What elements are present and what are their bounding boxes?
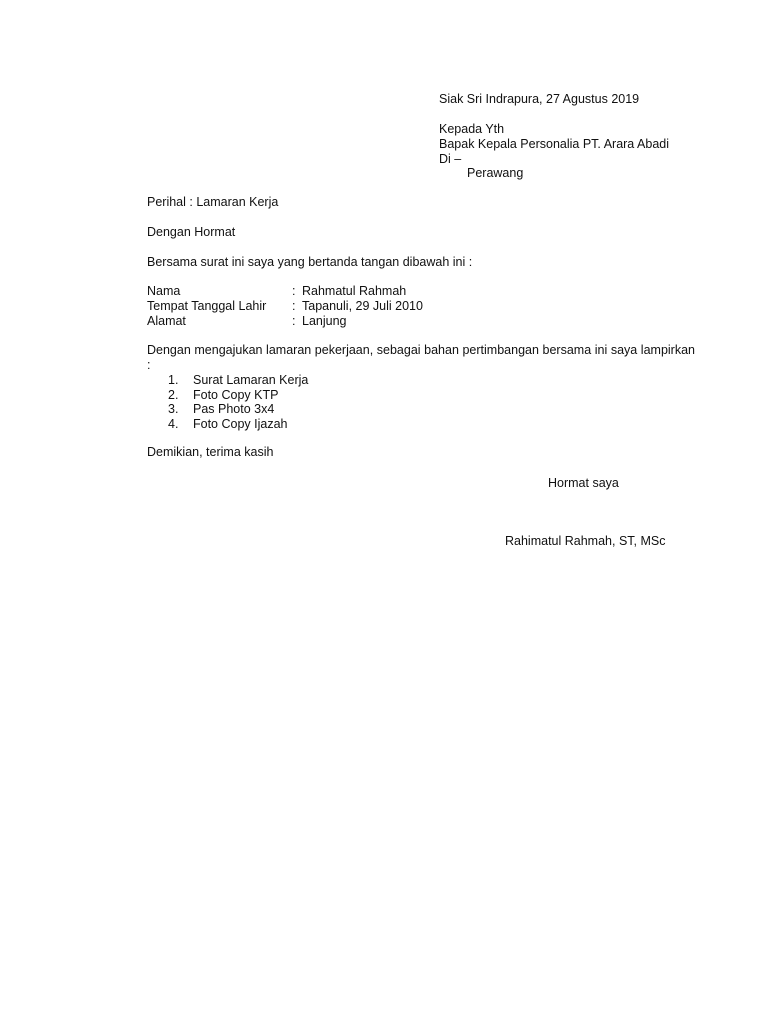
bio-colon: : <box>292 314 296 328</box>
bio-label: Nama <box>147 284 181 298</box>
list-text: Surat Lamaran Kerja <box>193 373 309 387</box>
bio-value: Tapanuli, 29 Juli 2010 <box>302 299 423 313</box>
list-text: Pas Photo 3x4 <box>193 402 275 416</box>
greeting: Dengan Hormat <box>147 225 236 239</box>
regards: Hormat saya <box>548 476 619 490</box>
attachment-list <box>168 373 308 431</box>
list-item <box>168 402 308 417</box>
recipient-line-2: Bapak Kepala Personalia PT. Arara Abadi <box>439 137 670 151</box>
bio-colon: : <box>292 284 296 298</box>
signatory: Rahimatul Rahmah, ST, MSc <box>505 534 666 548</box>
intro-text: Bersama surat ini saya yang bertanda tangan dibawah ini : <box>147 255 473 269</box>
bio-colon: : <box>292 299 296 313</box>
recipient-line-3: Di – <box>439 152 462 166</box>
list-number: 2. <box>168 387 179 402</box>
recipient-line-4: Perawang <box>467 166 524 180</box>
recipient-line-1: Kepada Yth <box>439 122 505 136</box>
list-item <box>168 388 308 403</box>
attachment-intro: Dengan mengajukan lamaran pekerjaan, sebagai bahan pertimbangan bersama ini saya lampirkan : <box>147 343 695 372</box>
closing: Demikian, terima kasih <box>147 445 274 459</box>
place-date: Siak Sri Indrapura, 27 Agustus 2019 <box>439 92 640 106</box>
subject: Perihal : Lamaran Kerja <box>147 195 279 209</box>
list-number: 1. <box>168 373 179 387</box>
list-number: 4. <box>168 416 179 431</box>
list-number: 3. <box>168 402 179 416</box>
list-item <box>168 373 308 388</box>
bio-label: Alamat <box>147 314 186 328</box>
list-text: Foto Copy KTP <box>193 387 279 402</box>
list-text: Foto Copy Ijazah <box>193 416 288 431</box>
list-item <box>168 417 308 432</box>
bio-value: Rahmatul Rahmah <box>302 284 407 298</box>
bio-value: Lanjung <box>302 314 347 328</box>
bio-label: Tempat Tanggal Lahir <box>147 299 267 313</box>
